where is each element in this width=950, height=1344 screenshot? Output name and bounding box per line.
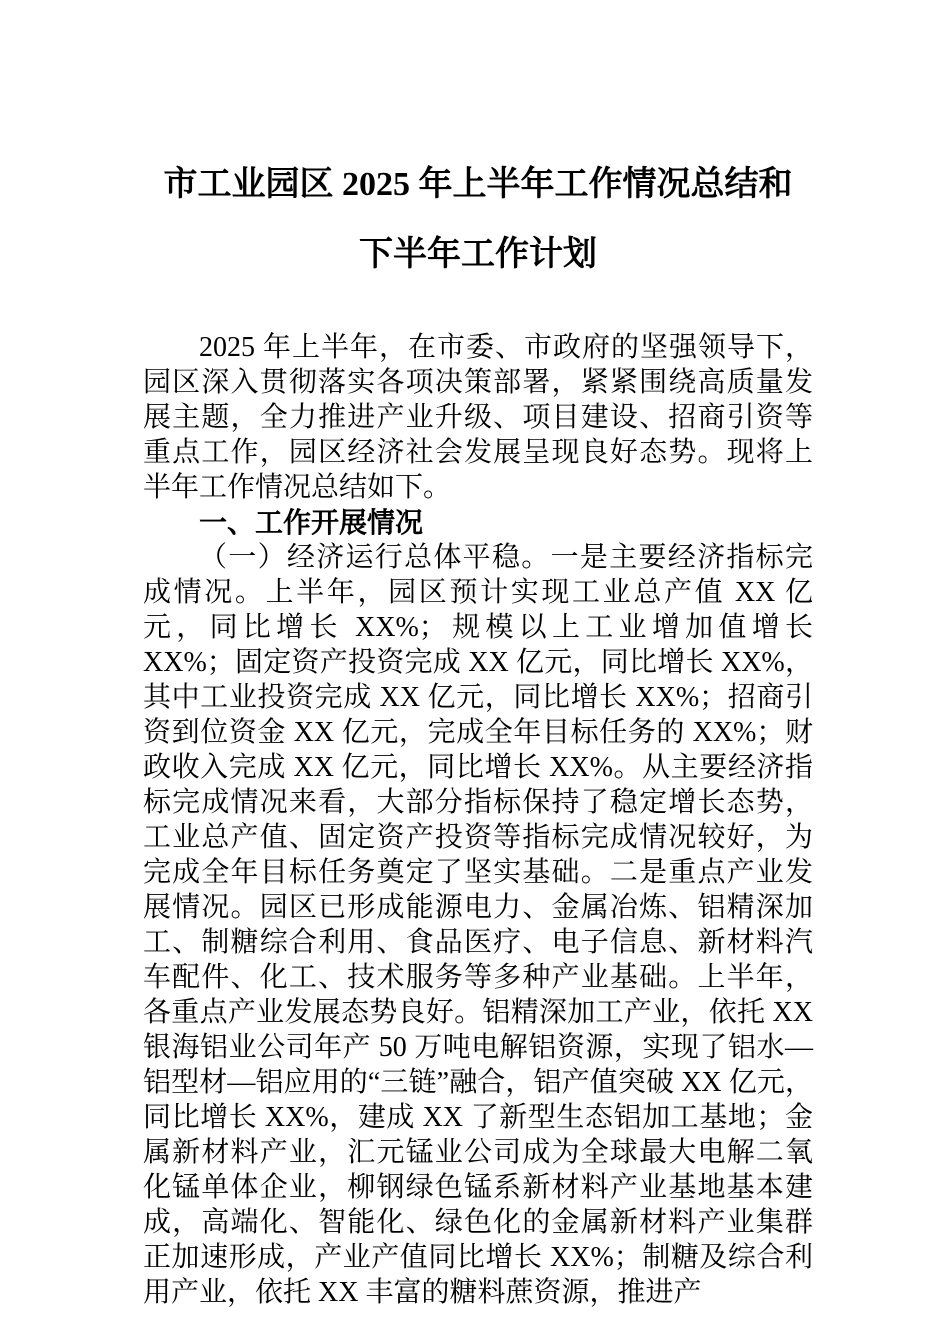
section-1-text: 一是主要经济指标完成情况。上半年，园区预计实现工业总产值 XX 亿元，同比增长 XX%；规模以上工业增加值增长 XX%；固定资产投资完成 XX 亿元，同比增长 XX%，其中工业投资完成 XX 亿元，同比增长 XX%；招商引资到位资金 XX 亿元，完成全年目标任务的 XX%；财政收入完成 XX 亿元，同比增长 XX%。从主要经济指标完成情况来看，大部分指标保持了稳定增长态势，工业总产值、固定资产投资等指标完成情况较好，为完成全年目标任务奠定了坚实基础。二是重点产业发展情况。园区已形成能源电力、金属冶炼、铝精深加工、制糖综合利用、食品医疗、电子信息、新材料汽车配件、化工、技术服务等多种产业基础。上半年，各重点产业发展态势良好。铝精深加工产业，依托 XX 银海铝业公司年产 50 万吨电解铝资源，实现了铝水—铝型材—铝应用的“三链”融合，铝产值突破 XX 亿元，同比增长 XX%，建成 XX 了新型生态铝加工基地；金属新材料产业，汇元锰业公司成为全球最大电解二氧化锰单体企业，柳钢绿色锰系新材料产业基地基本建成，高端化、智能化、绿色化的金属新材料产业集群正加速形成，产业产值同比增长 XX%；制糖及综合利用产业，依托 XX 丰富的糖料蔗资源，推进产 — [143, 542, 813, 1308]
document-title-line-2: 下半年工作计划 — [359, 236, 597, 273]
document-body — [143, 330, 813, 1310]
intro-paragraph: 2025 年上半年，在市委、市政府的坚强领导下，园区深入贯彻落实各项决策部署，紧紧围绕高质量发展主题，全力推进产业升级、项目建设、招商引资等重点工作，园区经济社会发展呈现良好态势。现将上半年工作情况总结如下。 — [143, 332, 813, 503]
section-1-lead: （一）经济运行总体平稳。 — [199, 542, 551, 573]
document-title-line-1: 市工业园区 2025 年上半年工作情况总结和 — [163, 166, 793, 203]
section-heading-work-progress: 一、工作开展情况 — [199, 507, 424, 538]
document-title — [143, 150, 813, 290]
section-1-paragraph — [143, 540, 813, 1310]
